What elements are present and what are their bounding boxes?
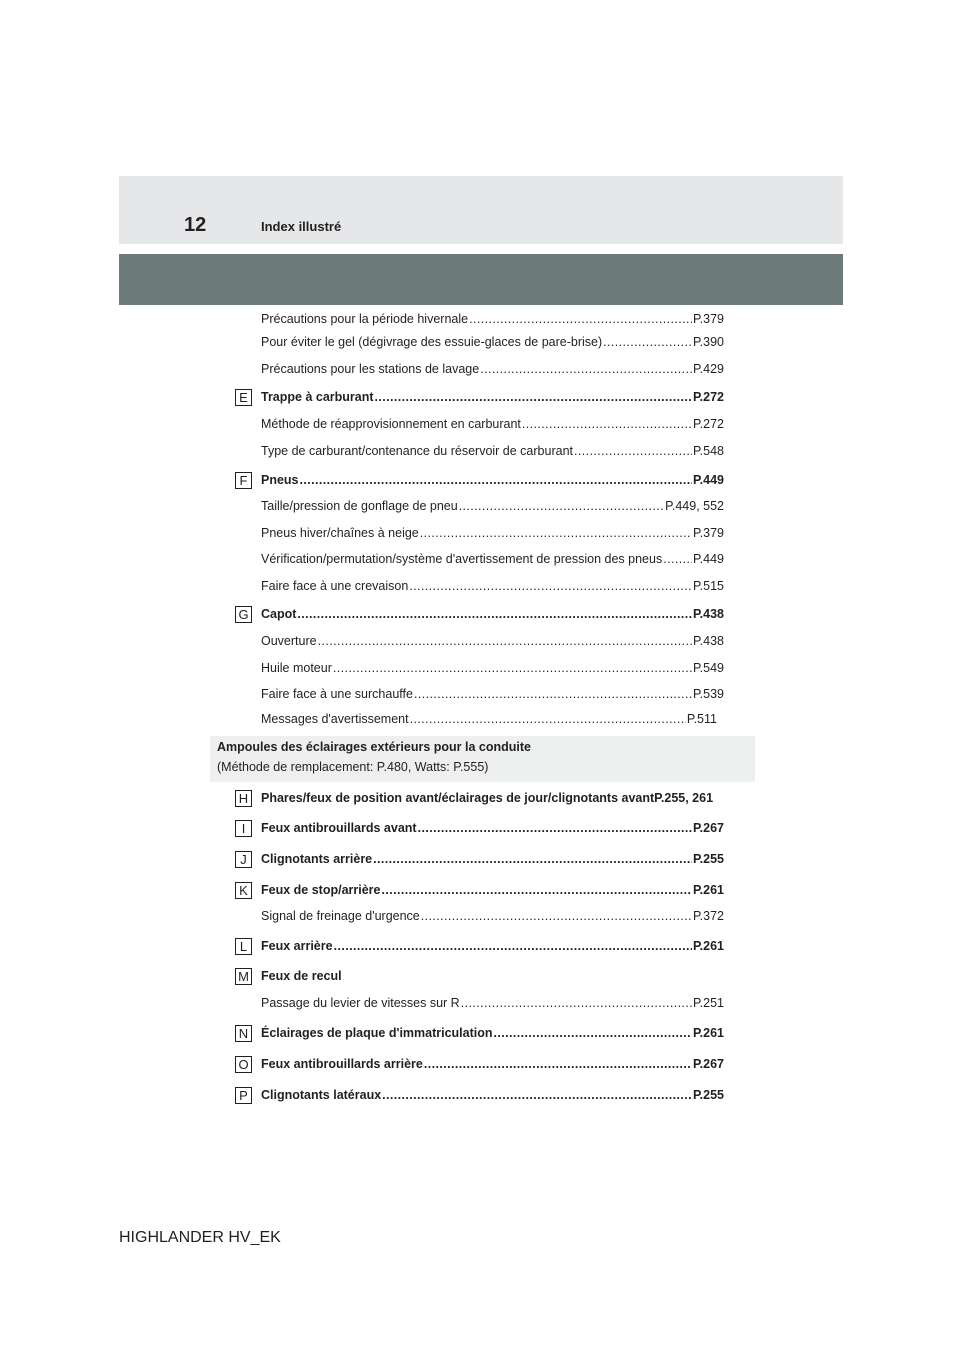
lights-section-subtitle: (Méthode de remplacement: P.480, Watts: P.555) xyxy=(217,760,489,774)
index-entry-main xyxy=(261,937,724,955)
entry-label: Faire face à une surchauffe xyxy=(261,687,413,701)
entry-page-ref: P.438 xyxy=(692,634,724,648)
entry-label: Signal de freinage d'urgence xyxy=(261,909,420,923)
entry-label: Taille/pression de gonflage de pneu xyxy=(261,499,458,513)
entry-page-ref: P.267 xyxy=(692,1057,724,1071)
marker-letter-j: J xyxy=(235,851,252,868)
entry-label: Vérification/permutation/système d'avertissement de pression des pneus xyxy=(261,552,663,566)
entry-label: Feux de stop/arrière xyxy=(261,883,381,897)
entry-page-ref: P.379 xyxy=(692,526,724,540)
index-entry-main xyxy=(261,789,731,807)
entry-page-ref: P.261 xyxy=(692,883,724,897)
marker-letter-f: F xyxy=(235,472,252,489)
entry-page-ref: P.267 xyxy=(692,821,724,835)
entry-label: Précautions pour la période hivernale xyxy=(261,312,469,326)
entry-page-ref: P.449 xyxy=(692,473,724,487)
index-entry xyxy=(261,442,724,460)
marker-letter-i: I xyxy=(235,820,252,837)
index-entry-main xyxy=(261,819,724,837)
entry-page-ref: P.272 xyxy=(692,390,724,404)
entry-label: Pneus hiver/chaînes à neige xyxy=(261,526,419,540)
marker-letter-p: P xyxy=(235,1087,252,1104)
entry-page-ref: P.272 xyxy=(692,417,724,431)
index-entry xyxy=(261,994,724,1012)
entry-label: Éclairages de plaque d'immatriculation xyxy=(261,1026,493,1040)
entry-page-ref: P.449, 552 xyxy=(665,499,724,513)
index-entry-main xyxy=(261,850,724,868)
entry-page-ref: P.251 xyxy=(692,996,724,1010)
entry-page-ref: P.449 xyxy=(692,552,724,566)
marker-letter-e: E xyxy=(235,389,252,406)
entry-page-ref: P.379 xyxy=(692,312,724,326)
entry-label: Feux arrière xyxy=(261,939,333,953)
entry-label: Clignotants arrière xyxy=(261,852,373,866)
entry-label: Précautions pour les stations de lavage xyxy=(261,362,480,376)
entry-page-ref: P.515 xyxy=(692,579,724,593)
entry-label: Pour éviter le gel (dégivrage des essuie-glaces de pare-brise) xyxy=(261,335,603,349)
index-entry xyxy=(261,710,717,728)
entry-label: Phares/feux de position avant/éclairages de jour/clignotants avantP.255, 261 xyxy=(261,791,714,805)
entry-page-ref: P.539 xyxy=(692,687,724,701)
marker-letter-o: O xyxy=(235,1056,252,1073)
index-entry-main xyxy=(261,881,724,899)
index-entry-main xyxy=(261,1086,724,1104)
page-number: 12 xyxy=(184,214,207,236)
marker-letter-h: H xyxy=(235,790,252,807)
index-entry-main xyxy=(261,1055,724,1073)
entry-page-ref: P.255 xyxy=(692,852,724,866)
entry-label: Feux de recul xyxy=(261,969,342,983)
index-entry xyxy=(261,497,724,515)
index-entry xyxy=(261,310,724,328)
marker-letter-m: M xyxy=(235,968,252,985)
entry-page-ref: P.261 xyxy=(692,939,724,953)
header-band-dark xyxy=(119,254,843,305)
lights-section-title: Ampoules des éclairages extérieurs pour la conduite xyxy=(217,740,531,754)
entry-page-ref: P.549 xyxy=(692,661,724,675)
index-entry xyxy=(261,415,724,433)
entry-page-ref: P.255 xyxy=(692,1088,724,1102)
entry-label: Type de carburant/contenance du réservoir de carburant xyxy=(261,444,573,458)
index-entry-main xyxy=(261,605,724,623)
index-entry-main xyxy=(261,1024,724,1042)
index-entry xyxy=(261,659,724,677)
entry-label: Ouverture xyxy=(261,634,317,648)
section-title: Index illustré xyxy=(261,219,342,234)
index-entry-main xyxy=(261,388,724,406)
index-entry xyxy=(261,524,724,542)
marker-letter-l: L xyxy=(235,938,252,955)
marker-letter-k: K xyxy=(235,882,252,899)
index-entry xyxy=(261,907,724,925)
footer-model-code: HIGHLANDER HV_EK xyxy=(119,1229,281,1246)
entry-label: Pneus xyxy=(261,473,299,487)
marker-letter-g: G xyxy=(235,606,252,623)
entry-label: Feux antibrouillards avant xyxy=(261,821,417,835)
entry-page-ref: P.438 xyxy=(692,607,724,621)
marker-letter-n: N xyxy=(235,1025,252,1042)
index-entry-main xyxy=(261,967,724,985)
index-entry xyxy=(261,360,724,378)
index-entry-main xyxy=(261,471,724,489)
entry-label: Messages d'avertissement xyxy=(261,712,409,726)
entry-page-ref: P.511 xyxy=(686,712,717,726)
index-entry xyxy=(261,632,724,650)
entry-label: Feux antibrouillards arrière xyxy=(261,1057,423,1071)
index-entry xyxy=(261,333,724,351)
entry-label: Trappe à carburant xyxy=(261,390,374,404)
entry-label: Méthode de réapprovisionnement en carburant xyxy=(261,417,521,431)
entry-label: Huile moteur xyxy=(261,661,332,675)
index-entry xyxy=(261,685,724,703)
header-band-light xyxy=(119,176,843,244)
entry-page-ref: P.390 xyxy=(692,335,724,349)
entry-page-ref: P.372 xyxy=(692,909,724,923)
entry-label: Clignotants latéraux xyxy=(261,1088,382,1102)
entry-label: Passage du levier de vitesses sur R xyxy=(261,996,460,1010)
entry-page-ref: P.429 xyxy=(692,362,724,376)
index-entry xyxy=(261,550,724,568)
entry-label: Capot xyxy=(261,607,297,621)
entry-label: Faire face à une crevaison xyxy=(261,579,409,593)
index-entry xyxy=(261,577,724,595)
entry-page-ref: P.548 xyxy=(692,444,724,458)
entry-page-ref: P.261 xyxy=(692,1026,724,1040)
